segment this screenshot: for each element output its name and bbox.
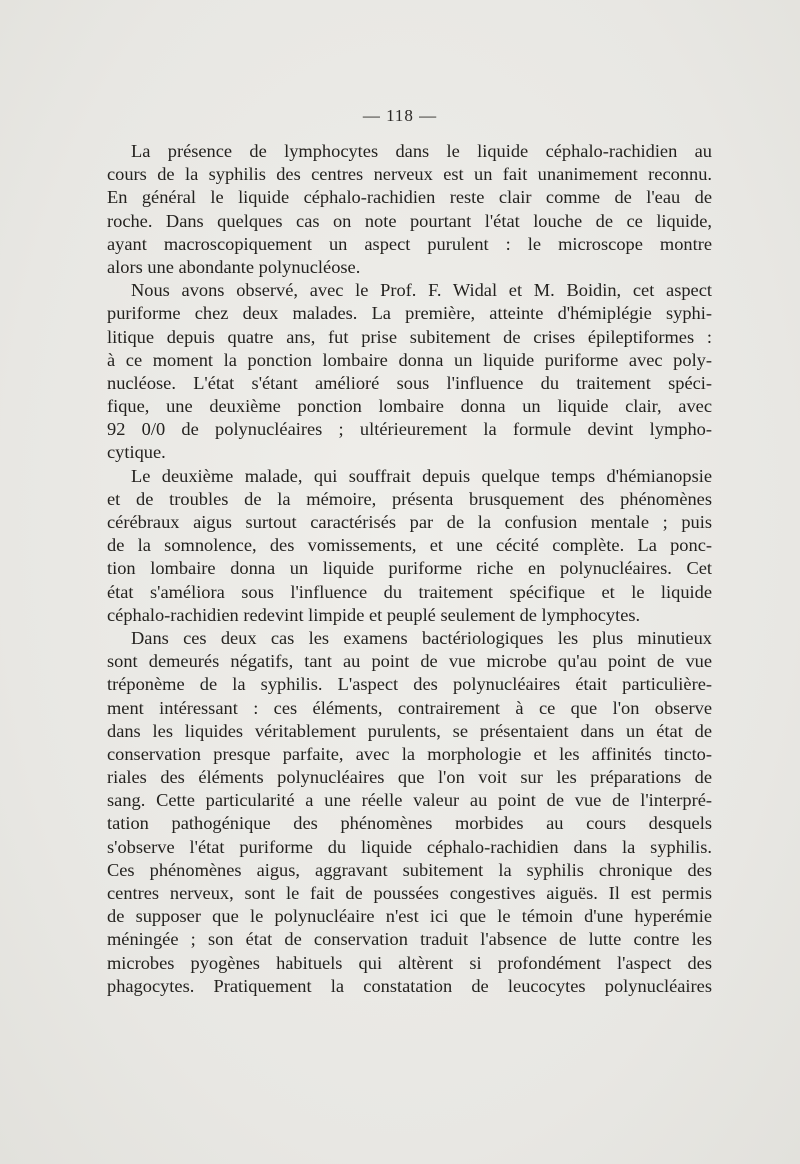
text-line: alors une abondante polynucléose. (107, 256, 361, 277)
text-line: Ces phénomènes aigus, aggravant subitement la syphilis chronique des (107, 859, 712, 880)
text-line: tation pathogénique des phénomènes morbides au cours desquels (107, 813, 712, 834)
text-line: Le deuxième malade, qui souffrait depuis quelque temps d'hémianopsie (131, 465, 712, 486)
text-line: 92 0/0 de polynucléaires ; ultérieurement la formule devint lympho- (107, 419, 712, 440)
text-line: à ce moment la ponction lombaire donna un liquide puriforme avec poly- (107, 349, 712, 370)
text-line: Nous avons observé, avec le Prof. F. Widal et M. Boidin, cet aspect (131, 280, 712, 301)
text-line: état s'améliora sous l'influence du traitement spécifique et le liquide (107, 581, 712, 602)
text-line: La présence de lymphocytes dans le liquide céphalo-rachidien au (131, 141, 712, 161)
text-line: céphalo-rachidien redevint limpide et peuplé seulement de lymphocytes. (107, 604, 641, 625)
text-line: litique depuis quatre ans, fut prise subitement de crises épileptiformes : (107, 326, 712, 347)
text-line: phagocytes. Pratiquement la constatation de leucocytes polynucléaires (107, 975, 712, 996)
text-line: s'observe l'état puriforme du liquide céphalo-rachidien dans la syphilis. (107, 836, 712, 857)
text-line: riales des éléments polynucléaires que l'on voit sur les préparations de (107, 767, 712, 788)
page-number: — 118 — (362, 106, 438, 125)
text-line: cérébraux aigus surtout caractérisés par de la confusion mentale ; puis (107, 512, 712, 532)
paragraph (107, 140, 712, 279)
text-line: Dans ces deux cas les examens bactériologiques les plus minutieux (131, 627, 712, 648)
text-line: méningée ; son état de conservation traduit l'absence de lutte contre les (107, 929, 712, 950)
text-line: tion lombaire donna un liquide puriforme riche en polynucléaires. Cet (107, 558, 712, 579)
text-line: tréponème de la syphilis. L'aspect des polynucléaires était particulière- (107, 674, 712, 695)
paragraph (107, 465, 712, 627)
text-line: de supposer que le polynucléaire n'est ici que le témoin d'une hyperémie (107, 906, 712, 927)
text-line: roche. Dans quelques cas on note pourtant l'état louche de ce liquide, (107, 210, 712, 231)
text-line: ment intéressant : ces éléments, contrairement à ce que l'on observe (107, 697, 712, 718)
text-line: nucléose. L'état s'étant amélioré sous l'influence du traitement spéci- (107, 372, 712, 393)
text-line: cytique. (107, 442, 166, 463)
text-line: fique, une deuxième ponction lombaire donna un liquide clair, avec (107, 396, 712, 417)
text-line: microbes pyogènes habituels qui altèrent si profondément l'aspect des (107, 952, 712, 973)
text-line: cours de la syphilis des centres nerveux est un fait unanimement reconnu. (107, 164, 712, 185)
text-line: dans les liquides véritablement purulents, se présentaient dans un état de (107, 720, 712, 741)
text-line: ayant macroscopiquement un aspect purulent : le microscope montre (107, 233, 712, 254)
text-line: sont demeurés négatifs, tant au point de vue microbe qu'au point de vue (107, 651, 712, 672)
body-text (107, 140, 712, 998)
text-line: conservation presque parfaite, avec la morphologie et les affinités tincto- (107, 743, 712, 764)
text-line: centres nerveux, sont le fait de poussées congestives aiguës. Il est permis (107, 883, 712, 903)
text-line: sang. Cette particularité a une réelle valeur au point de vue de l'interpré- (107, 790, 712, 811)
text-line: En général le liquide céphalo-rachidien reste clair comme de l'eau de (107, 187, 712, 208)
text-line: puriforme chez deux malades. La première, atteinte d'hémiplégie syphi- (107, 303, 712, 324)
text-line: et de troubles de la mémoire, présenta brusquement des phénomènes (107, 488, 712, 509)
paragraph (107, 279, 712, 465)
text-line: de la somnolence, des vomissements, et une cécité complète. La ponc- (107, 535, 712, 556)
paragraph (107, 627, 712, 998)
